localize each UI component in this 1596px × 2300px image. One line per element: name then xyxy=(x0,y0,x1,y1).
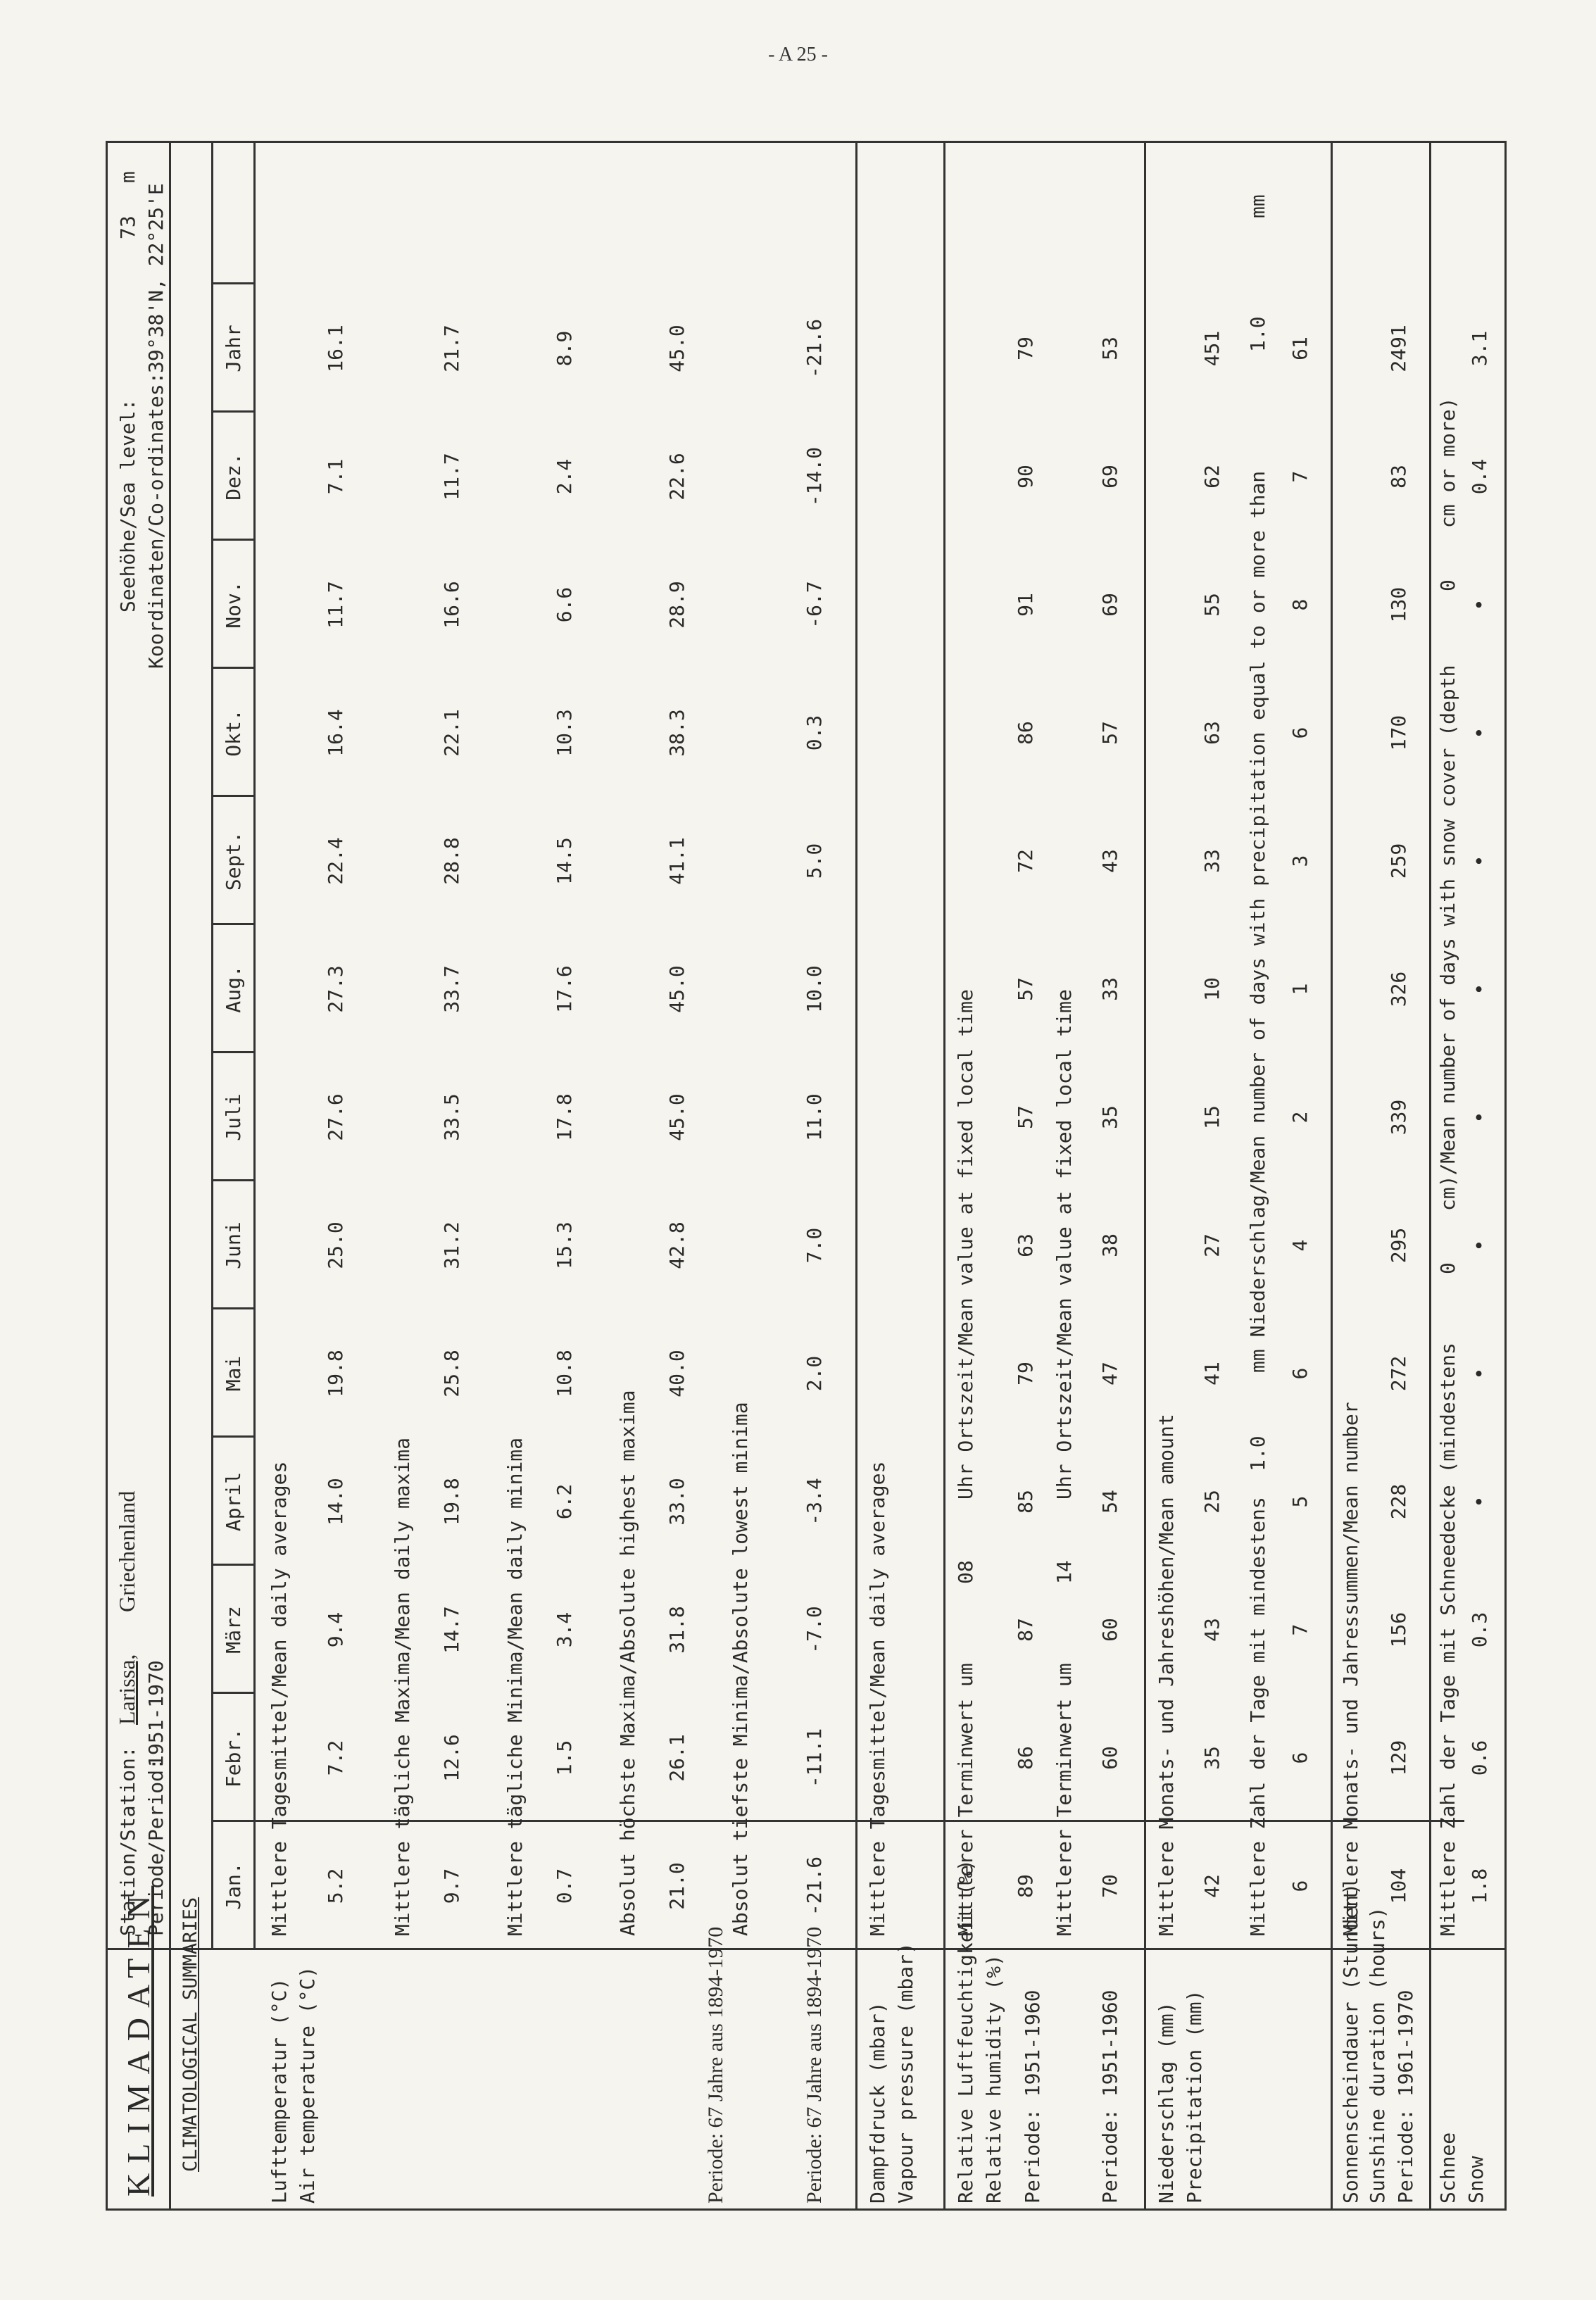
col-divider xyxy=(211,1692,253,1694)
precip-amount-value: 10 xyxy=(1200,977,1224,1001)
precip-amount-value: 35 xyxy=(1200,1746,1224,1770)
temp-caption-min: Mittlere tägliche Minima/Mean daily minima xyxy=(503,1437,527,1936)
precip-label-de: Niederschlag (mm) xyxy=(1155,2001,1178,2204)
temp-period-max: Periode: 67 Jahre aus 1894-1970 xyxy=(704,1926,727,2204)
humidity-label-en: Relative humidity (%) xyxy=(982,1954,1005,2204)
temp-absmax-value: 38.3 xyxy=(665,709,689,757)
humidity-label-de: Relative Luftfeuchtigkeit (%) xyxy=(954,1859,977,2204)
col-divider xyxy=(211,410,253,413)
col-divider xyxy=(211,282,253,284)
temp-min-value: 14.5 xyxy=(553,837,576,885)
humidity-14-value: 33 xyxy=(1098,977,1121,1001)
humidity-14-value: 47 xyxy=(1098,1362,1121,1385)
temp-mean-value: 27.6 xyxy=(324,1093,347,1141)
temp-max-value: 11.7 xyxy=(440,453,463,501)
temp-max-value: 19.8 xyxy=(440,1478,463,1526)
month-header: Juni xyxy=(222,1221,245,1269)
temp-caption-absmax: Absolut höchste Maxima/Absolute highest maxima xyxy=(616,1390,639,1936)
sunshine-caption: Mittlere Monats- und Jahressummen/Mean number xyxy=(1339,1402,1362,1936)
temp-caption-max: Mittlere tägliche Maxima/Mean daily maxima xyxy=(391,1437,414,1936)
sunshine-value: 129 xyxy=(1387,1740,1410,1776)
col-divider xyxy=(211,1051,253,1053)
header-divider xyxy=(169,141,171,1950)
humidity-14-value: 53 xyxy=(1098,337,1121,360)
precip-days-value: 2 xyxy=(1288,1111,1312,1124)
precip-amount-value: 33 xyxy=(1200,849,1224,873)
precip-days-value: 8 xyxy=(1288,598,1312,611)
title-underline-divider xyxy=(169,1950,171,2211)
precip-amount-value: 25 xyxy=(1200,1490,1224,1514)
temp-period-min: Periode: 67 Jahre aus 1894-1970 xyxy=(803,1926,826,2204)
temp-absmax-value: 40.0 xyxy=(665,1350,689,1397)
temp-mean-value: 5.2 xyxy=(324,1868,347,1904)
temp-label-en: Air temperature (°C) xyxy=(296,1966,319,2204)
sunshine-value: 326 xyxy=(1387,971,1410,1007)
temp-absmin-value: 11.0 xyxy=(803,1093,826,1141)
humidity-14-value: 70 xyxy=(1098,1874,1121,1898)
climatological-summaries-subtitle: CLIMATOLOGICAL SUMMARIES xyxy=(180,1897,201,2172)
temp-absmin-value: -11.1 xyxy=(803,1728,826,1788)
humidity-08-value: 85 xyxy=(1014,1490,1037,1514)
humidity-period2: Periode: 1951-1960 xyxy=(1098,1990,1121,2204)
humidity-14-value: 69 xyxy=(1098,465,1121,489)
snow-value: • xyxy=(1468,1495,1491,1508)
snow-value: • xyxy=(1468,598,1491,611)
precip-label-en: Precipitation (mm) xyxy=(1183,1990,1206,2204)
col-divider xyxy=(211,667,253,669)
temp-min-value: 6.2 xyxy=(553,1483,576,1520)
temp-mean-value: 16.1 xyxy=(324,325,347,372)
temp-absmin-value: 2.0 xyxy=(803,1355,826,1392)
sunshine-value: 104 xyxy=(1387,1868,1410,1904)
precip-caption-days-threshold2: 1.0 xyxy=(1246,316,1269,352)
precip-amount-value: 41 xyxy=(1200,1362,1224,1385)
temp-min-value: 10.3 xyxy=(553,709,576,757)
temp-max-value: 22.1 xyxy=(440,709,463,757)
temp-max-value: 12.6 xyxy=(440,1734,463,1782)
month-header: Dez. xyxy=(222,453,245,501)
temp-mean-value: 7.1 xyxy=(324,458,347,495)
humidity-08-value: 63 xyxy=(1014,1233,1037,1257)
col-divider xyxy=(211,795,253,797)
month-header: Jahr xyxy=(222,325,245,372)
snow-value: • xyxy=(1468,1367,1491,1380)
humidity-caption2-a: Mittlerer Terminwert um xyxy=(1053,1663,1076,1936)
precip-amount-value: 42 xyxy=(1200,1874,1224,1898)
precip-caption-days-b: mm Niederschlag/Mean number of days with precipitation equal to or more than xyxy=(1246,470,1269,1373)
humidity-08-value: 79 xyxy=(1014,1362,1037,1385)
sunshine-value: 259 xyxy=(1387,843,1410,879)
col-divider xyxy=(211,1307,253,1309)
temp-mean-value: 25.0 xyxy=(324,1221,347,1269)
precip-amount-value: 27 xyxy=(1200,1233,1224,1257)
temp-absmax-value: 28.9 xyxy=(665,581,689,629)
humidity-caption1-a: Mittlerer Terminwert um xyxy=(954,1663,977,1936)
temp-absmax-value: 41.1 xyxy=(665,837,689,885)
sunshine-value: 170 xyxy=(1387,715,1410,751)
temp-absmin-value: -6.7 xyxy=(803,581,826,629)
month-header: Aug. xyxy=(222,965,245,1013)
col-divider xyxy=(211,539,253,541)
month-header: Jan. xyxy=(222,1862,245,1910)
snow-value: • xyxy=(1468,1239,1491,1252)
temp-absmax-value: 21.0 xyxy=(665,1862,689,1910)
snow-caption-a: Mittlere Zahl der Tage mit Schneedecke (mindestens xyxy=(1436,1343,1459,1936)
precip-amount-value: 55 xyxy=(1200,593,1224,617)
sea-level-label: Seehöhe/Sea level: xyxy=(116,398,139,612)
humidity-08-value: 57 xyxy=(1014,977,1037,1001)
col-divider xyxy=(211,1179,253,1181)
temp-mean-value: 11.7 xyxy=(324,581,347,629)
section-divider-sunshine xyxy=(1429,141,1431,2211)
months-bottom-divider xyxy=(253,141,256,1950)
humidity-14-value: 69 xyxy=(1098,593,1121,617)
humidity-08-value: 79 xyxy=(1014,337,1037,360)
month-header: Okt. xyxy=(222,709,245,757)
temp-label-de: Lufttemperatur (°C) xyxy=(268,1978,291,2204)
snow-value: 0.3 xyxy=(1468,1611,1491,1648)
temp-min-value: 6.6 xyxy=(553,586,576,623)
section-divider-vapour xyxy=(943,141,945,2211)
temp-mean-value: 16.4 xyxy=(324,709,347,757)
humidity-14-value: 60 xyxy=(1098,1746,1121,1770)
precip-days-value: 6 xyxy=(1288,727,1312,739)
temp-absmin-value: 0.3 xyxy=(803,715,826,751)
col-divider xyxy=(211,923,253,925)
humidity-08-value: 86 xyxy=(1014,721,1037,745)
snow-caption-c: cm or more) xyxy=(1436,397,1459,528)
precip-amount-value: 62 xyxy=(1200,465,1224,489)
humidity-period1: Periode: 1951-1960 xyxy=(1021,1990,1044,2204)
temp-min-value: 15.3 xyxy=(553,1221,576,1269)
temp-min-value: 2.4 xyxy=(553,458,576,495)
sunshine-value: 83 xyxy=(1387,465,1410,489)
temp-mean-value: 22.4 xyxy=(324,837,347,885)
temp-absmin-value: -14.0 xyxy=(803,446,826,507)
sunshine-value: 2491 xyxy=(1387,325,1410,372)
temp-max-value: 28.8 xyxy=(440,837,463,885)
month-header: Febr. xyxy=(222,1728,245,1788)
col-divider xyxy=(211,1564,253,1566)
precip-amount-value: 15 xyxy=(1200,1105,1224,1129)
snow-caption-threshold2: 0 xyxy=(1436,579,1459,591)
humidity-14-value: 38 xyxy=(1098,1233,1121,1257)
page-number: - A 25 - xyxy=(768,44,828,65)
month-header: Nov. xyxy=(222,581,245,629)
temp-absmax-value: 42.8 xyxy=(665,1221,689,1269)
temp-mean-value: 27.3 xyxy=(324,965,347,1013)
temp-absmax-value: 33.0 xyxy=(665,1478,689,1526)
temp-max-value: 21.7 xyxy=(440,325,463,372)
period-value: 1951-1970 xyxy=(144,1660,168,1767)
precip-amount-value: 63 xyxy=(1200,721,1224,745)
precip-days-value: 3 xyxy=(1288,855,1312,867)
precip-caption-days-a: Mittlere Zahl der Tage mit mindestens xyxy=(1246,1497,1269,1936)
temp-absmin-value: -3.4 xyxy=(803,1478,826,1526)
temp-absmin-value: 10.0 xyxy=(803,965,826,1013)
coords-label: Koordinaten/Co-ordinates: xyxy=(144,372,168,669)
snow-label-de: Schnee xyxy=(1436,2132,1459,2204)
temp-max-value: 25.8 xyxy=(440,1350,463,1397)
humidity-14-value: 54 xyxy=(1098,1490,1121,1514)
sunshine-label-en: Sunshine duration (hours) xyxy=(1366,1906,1389,2204)
snow-value: 0.4 xyxy=(1468,458,1491,495)
temp-min-value: 17.8 xyxy=(553,1093,576,1141)
humidity-14-value: 60 xyxy=(1098,1618,1121,1642)
section-divider-precip xyxy=(1331,141,1333,2211)
precip-days-value: 6 xyxy=(1288,1367,1312,1380)
vapour-label-de: Dampfdruck (mbar) xyxy=(866,2001,889,2204)
month-header: Juli xyxy=(222,1093,245,1141)
temp-min-value: 3.4 xyxy=(553,1611,576,1648)
humidity-caption2-b: Uhr Ortszeit/Mean value at fixed local time xyxy=(1053,989,1076,1500)
temp-max-value: 9.7 xyxy=(440,1868,463,1904)
snow-caption-b: cm)/Mean number of days with snow cover (depth xyxy=(1436,665,1459,1211)
snow-label-en: Snow xyxy=(1464,2156,1488,2204)
temp-caption-absmin: Absolut tiefste Minima/Absolute lowest minima xyxy=(729,1402,752,1936)
humidity-08-value: 86 xyxy=(1014,1746,1037,1770)
temp-absmax-value: 45.0 xyxy=(665,965,689,1013)
precip-days-value: 6 xyxy=(1288,1752,1312,1764)
station-label: Station/Station: xyxy=(116,1746,139,1936)
temp-min-value: 0.7 xyxy=(553,1868,576,1904)
humidity-14-value: 57 xyxy=(1098,721,1121,745)
humidity-14-value: 35 xyxy=(1098,1105,1121,1129)
sunshine-value: 339 xyxy=(1387,1099,1410,1136)
humidity-08-value: 90 xyxy=(1014,465,1037,489)
sunshine-label-de: Sonnenscheindauer (Stunden) xyxy=(1339,1883,1362,2204)
humidity-caption1-hour: 08 xyxy=(954,1560,977,1584)
temp-mean-value: 19.8 xyxy=(324,1350,347,1397)
temp-absmax-value: 26.1 xyxy=(665,1734,689,1782)
temp-max-value: 31.2 xyxy=(440,1221,463,1269)
coords-value: 39°38'N, 22°25'E xyxy=(144,183,168,373)
col-divider xyxy=(211,1435,253,1438)
snow-value: • xyxy=(1468,1111,1491,1124)
temp-max-value: 33.5 xyxy=(440,1093,463,1141)
snow-value: • xyxy=(1468,983,1491,995)
temp-max-value: 33.7 xyxy=(440,965,463,1013)
temp-mean-value: 9.4 xyxy=(324,1611,347,1648)
temp-absmax-value: 22.6 xyxy=(665,453,689,501)
sunshine-value: 130 xyxy=(1387,586,1410,623)
humidity-08-value: 87 xyxy=(1014,1618,1037,1642)
sea-level-unit: m xyxy=(116,171,139,183)
vapour-caption: Mittlere Tagesmittel/Mean daily averages xyxy=(866,1461,889,1936)
sunshine-value: 228 xyxy=(1387,1483,1410,1520)
month-header: Sept. xyxy=(222,831,245,891)
temp-mean-value: 7.2 xyxy=(324,1740,347,1776)
humidity-caption1-b: Uhr Ortszeit/Mean value at fixed local time xyxy=(954,989,977,1500)
humidity-14-value: 43 xyxy=(1098,849,1121,873)
period-label: Periode/Period: xyxy=(144,1758,168,1936)
temp-absmin-value: -7.0 xyxy=(803,1606,826,1654)
sunshine-value: 295 xyxy=(1387,1227,1410,1264)
temp-caption-mean: Mittlere Tagesmittel/Mean daily averages xyxy=(268,1461,291,1936)
temp-min-value: 10.8 xyxy=(553,1350,576,1397)
snow-value: 3.1 xyxy=(1468,330,1491,367)
klimadaten-title: KLIMADATEN xyxy=(120,1885,156,2197)
station-country: Griechenland xyxy=(114,1490,139,1612)
precip-days-value: 7 xyxy=(1288,470,1312,483)
temp-min-value: 1.5 xyxy=(553,1740,576,1776)
precip-days-value: 5 xyxy=(1288,1495,1312,1508)
section-divider-humidity xyxy=(1144,141,1146,2211)
humidity-08-value: 89 xyxy=(1014,1874,1037,1898)
temp-mean-value: 14.0 xyxy=(324,1478,347,1526)
snow-value: • xyxy=(1468,727,1491,739)
temp-max-value: 16.6 xyxy=(440,581,463,629)
temp-absmin-value: -21.6 xyxy=(803,1856,826,1916)
temp-max-value: 14.7 xyxy=(440,1606,463,1654)
station-name: Larissa, xyxy=(114,1654,139,1725)
humidity-08-value: 57 xyxy=(1014,1105,1037,1129)
sunshine-value: 272 xyxy=(1387,1355,1410,1392)
sea-level-value: 73 xyxy=(116,215,139,239)
precip-days-value: 7 xyxy=(1288,1623,1312,1636)
temp-absmax-value: 31.8 xyxy=(665,1606,689,1654)
temp-min-value: 8.9 xyxy=(553,330,576,367)
sunshine-value: 156 xyxy=(1387,1611,1410,1648)
precip-caption-days-unit: mm xyxy=(1246,194,1269,218)
precip-days-value: 1 xyxy=(1288,983,1312,995)
month-header: März xyxy=(222,1606,245,1654)
temp-absmax-value: 45.0 xyxy=(665,1093,689,1141)
month-header: April xyxy=(222,1471,245,1532)
snow-caption-threshold: 0 xyxy=(1436,1262,1459,1274)
precip-amount-value: 451 xyxy=(1200,330,1224,367)
precip-caption-amount: Mittlere Monats- und Jahreshöhen/Mean amount xyxy=(1155,1414,1178,1936)
temp-min-value: 17.6 xyxy=(553,965,576,1013)
vapour-label-en: Vapour pressure (mbar) xyxy=(894,1942,917,2204)
climate-table xyxy=(106,141,1507,2211)
precip-caption-days-threshold: 1.0 xyxy=(1246,1435,1269,1471)
sunshine-period: Periode: 1961-1970 xyxy=(1394,1990,1417,2204)
humidity-08-value: 91 xyxy=(1014,593,1037,617)
month-header: Mai xyxy=(222,1355,245,1392)
temp-absmin-value: 7.0 xyxy=(803,1227,826,1264)
temp-absmin-value: 5.0 xyxy=(803,843,826,879)
precip-days-value: 4 xyxy=(1288,1239,1312,1252)
section-divider-temp xyxy=(855,141,857,2211)
snow-value: 0.6 xyxy=(1468,1740,1491,1776)
precip-days-value: 6 xyxy=(1288,1880,1312,1892)
precip-days-value: 61 xyxy=(1288,337,1312,360)
humidity-caption2-hour: 14 xyxy=(1053,1560,1076,1584)
snow-value: 1.8 xyxy=(1468,1868,1491,1904)
temp-absmax-value: 45.0 xyxy=(665,325,689,372)
temp-absmin-value: -21.6 xyxy=(803,318,826,379)
snow-value: • xyxy=(1468,855,1491,867)
humidity-08-value: 72 xyxy=(1014,849,1037,873)
precip-amount-value: 43 xyxy=(1200,1618,1224,1642)
